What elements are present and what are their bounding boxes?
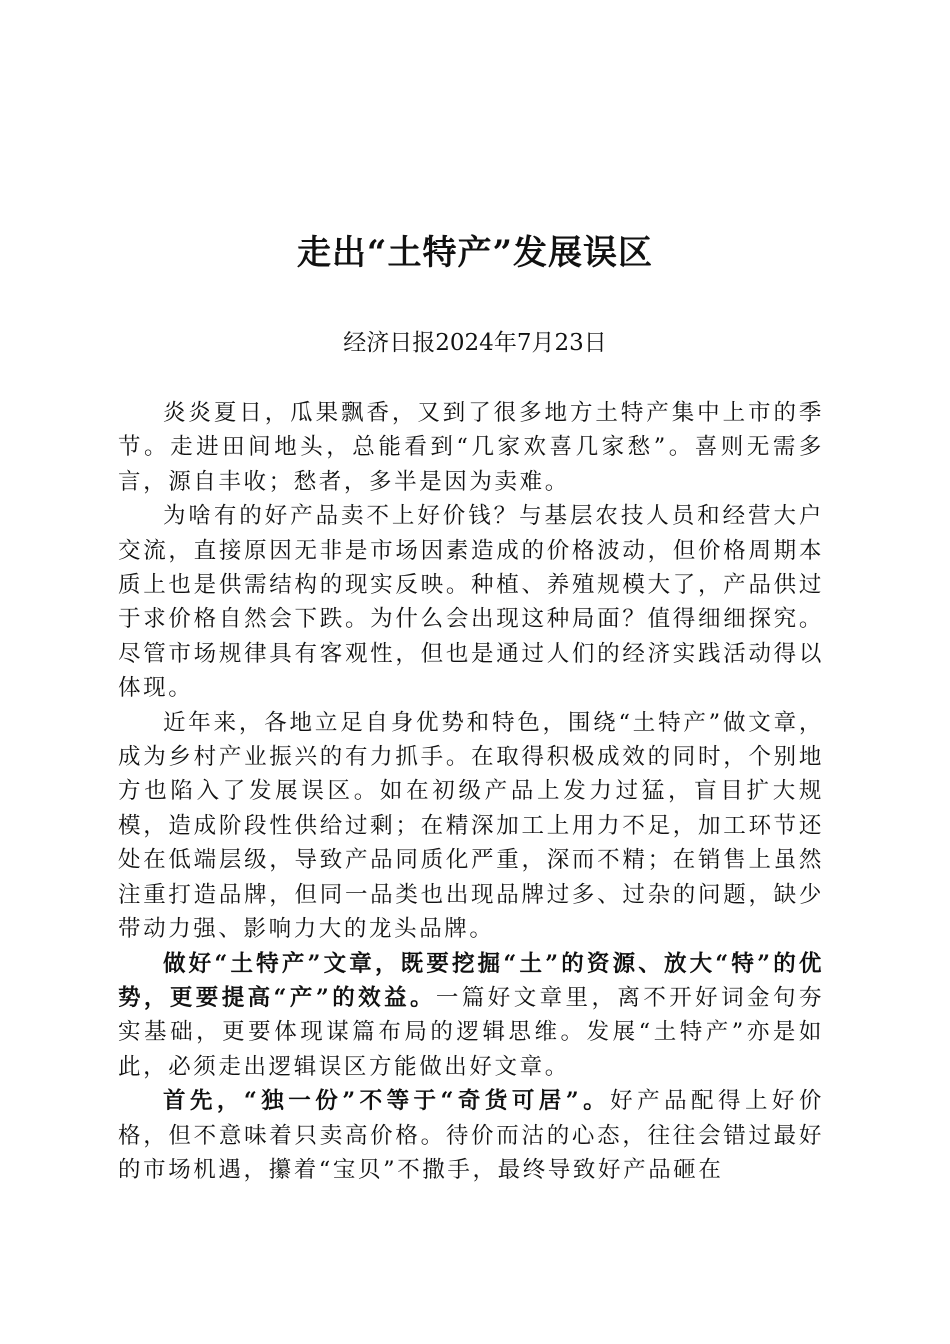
paragraph-1-text: 炎炎夏日，瓜果飘香，又到了很多地方土特产集中上市的季节。走进田间地头，总能看到“几家欢喜几家愁”。喜则无需多言，源自丰收；愁者，多半是因为卖难。 <box>118 400 824 495</box>
paragraph-5 <box>118 1084 824 1187</box>
paragraph-3 <box>118 706 824 947</box>
paragraph-4-lead: 做好“土特产”文章，既要挖掘“土”的资源、放大“特”的优势，更要提高“产”的效益。 <box>118 950 824 1011</box>
article-title: 走出“土特产”发展误区 <box>296 233 654 273</box>
article-byline: 经济日报2024年7月23日 <box>343 330 607 356</box>
paragraph-2-text: 为啥有的好产品卖不上好价钱？与基层农技人员和经营大户交流，直接原因无非是市场因素造成的价格波动，但价格周期本质上也是供需结构的现实反映。种植、养殖规模大了，产品供过于求价格自然会下跌。为什么会出现这种局面？值得细细探究。尽管市场规律具有客观性，但也是通过人们的经济实践活动得以体现。 <box>118 503 824 702</box>
paragraph-4 <box>118 947 824 1085</box>
paragraph-5-lead: 首先，“独一份”不等于“奇货可居”。 <box>163 1088 611 1115</box>
paragraph-3-text: 近年来，各地立足自身优势和特色，围绕“土特产”做文章，成为乡村产业振兴的有力抓手。在取得积极成效的同时，个别地方也陷入了发展误区。如在初级产品上发力过猛，盲目扩大规模，造成阶段性供给过剩；在精深加工上用力不足，加工环节还处在低端层级，导致产品同质化严重，深而不精；在销售上虽然注重打造品牌，但同一品类也出现品牌过多、过杂的问题，缺少带动力强、影响力大的龙头品牌。 <box>118 709 824 943</box>
article-body <box>118 396 824 1187</box>
paragraph-2 <box>118 499 824 705</box>
paragraph-4-text: 一篇好文章里，离不开好词金句夯实基础，更要体现谋篇布局的逻辑思维。发展“土特产”亦是如此，必须走出逻辑误区方能做出好文章。 <box>118 984 824 1080</box>
paragraph-1 <box>118 396 824 499</box>
paragraph-5-text: 好产品配得上好价格，但不意味着只卖高价格。待价而沽的心态，往往会错过最好的市场机遇，攥着“宝贝”不撒手，最终导致好产品砸在 <box>118 1088 824 1183</box>
